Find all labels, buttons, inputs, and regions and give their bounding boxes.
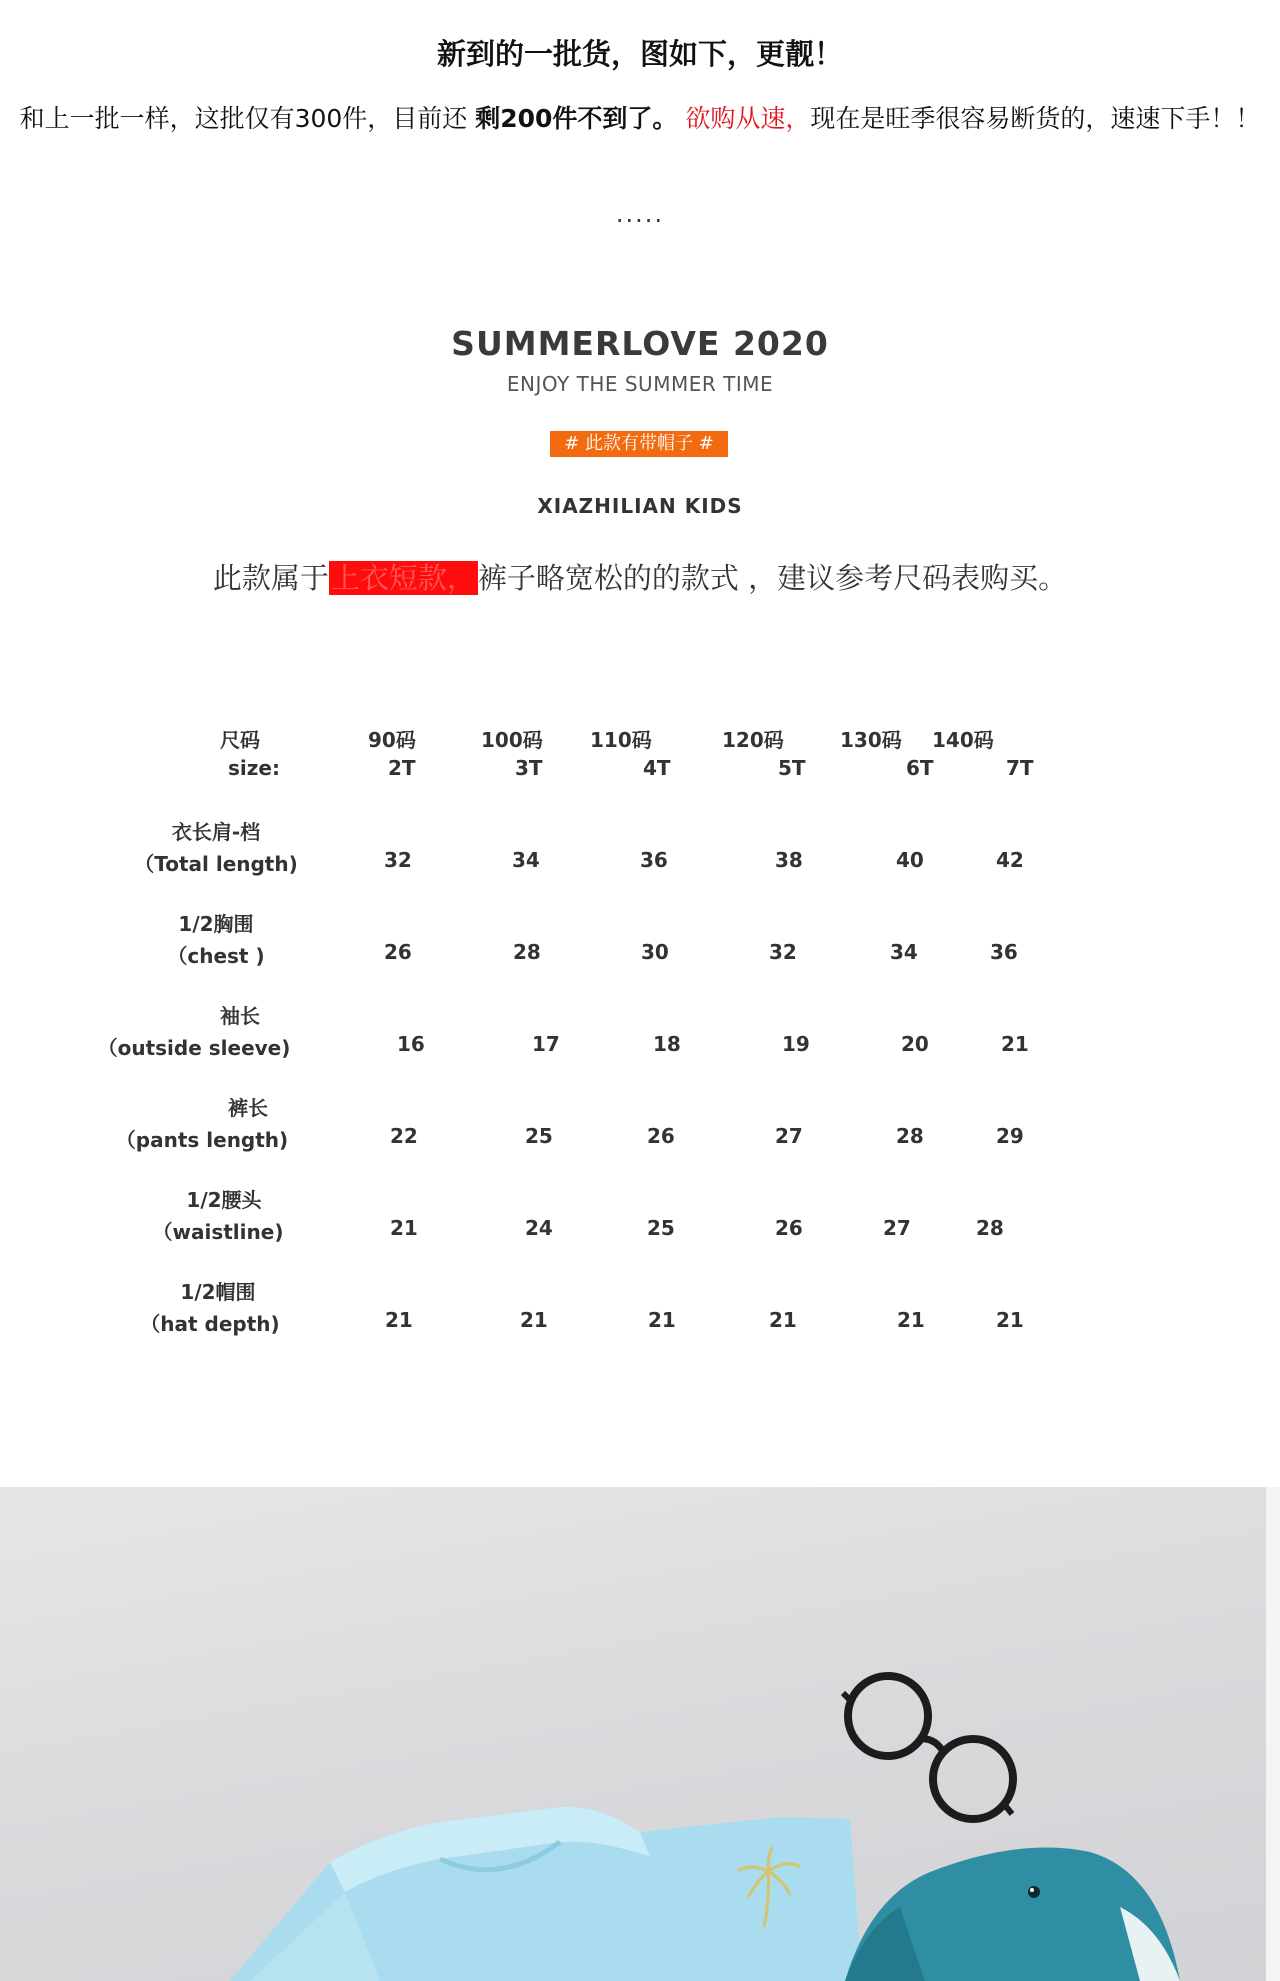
size-age-6t: 6T xyxy=(906,756,934,780)
table-cell: 25 xyxy=(647,1216,675,1240)
row-label-cn: 衣长肩-档 xyxy=(171,820,261,844)
table-cell: 21 xyxy=(385,1308,413,1332)
table-cell: 42 xyxy=(996,848,1024,872)
notice-remaining-stock: 剩200件不到了。 xyxy=(475,104,678,133)
row-label-cn: 袖长 xyxy=(220,1004,260,1028)
row-label-cn: 1/2胸围 xyxy=(178,912,254,936)
shop-name: XIAZHILIAN KIDS xyxy=(537,494,743,518)
size-age-7t: 7T xyxy=(1006,756,1034,780)
table-cell: 28 xyxy=(513,940,541,964)
table-cell: 21 xyxy=(648,1308,676,1332)
table-cell: 18 xyxy=(653,1032,681,1056)
fit-note-highlight: 上衣短款， xyxy=(330,561,476,595)
table-cell: 27 xyxy=(883,1216,911,1240)
photo-edge xyxy=(1266,1487,1280,1981)
table-cell: 36 xyxy=(640,848,668,872)
table-cell: 36 xyxy=(990,940,1018,964)
notice-text: 和上一批一样，这批仅有300件，目前还 xyxy=(19,104,476,133)
row-label-en: （waistline) xyxy=(152,1220,284,1244)
row-label-cn: 1/2腰头 xyxy=(186,1188,262,1212)
table-cell: 19 xyxy=(782,1032,810,1056)
table-cell: 26 xyxy=(775,1216,803,1240)
size-header-en: size: xyxy=(228,756,280,780)
row-label-en: （Total length) xyxy=(134,852,298,876)
table-cell: 32 xyxy=(384,848,412,872)
fit-note-before: 此款属于 xyxy=(212,561,329,595)
table-cell: 38 xyxy=(775,848,803,872)
size-cn-130: 130码 xyxy=(840,728,902,752)
size-header-cn: 尺码 xyxy=(220,728,260,752)
table-cell: 21 xyxy=(897,1308,925,1332)
product-photo-illustration xyxy=(0,1487,1280,1981)
fit-note xyxy=(0,556,1280,597)
table-cell: 30 xyxy=(641,940,669,964)
table-cell: 21 xyxy=(769,1308,797,1332)
brand-title: SUMMERLOVE 2020 xyxy=(451,324,829,363)
size-cn-90: 90码 xyxy=(368,728,416,752)
headline: 新到的一批货，图如下，更靓！ xyxy=(436,37,843,71)
row-label-cn: 裤长 xyxy=(228,1096,268,1120)
table-cell: 32 xyxy=(769,940,797,964)
table-cell: 21 xyxy=(390,1216,418,1240)
table-cell: 26 xyxy=(384,940,412,964)
row-label-en: （pants length) xyxy=(115,1128,289,1152)
ellipsis: ..... xyxy=(615,200,665,228)
swim-shirt-icon xyxy=(230,1807,862,1981)
notice-buy-now: 欲购从速， xyxy=(677,104,811,133)
row-label-en: （hat depth) xyxy=(140,1312,280,1336)
size-age-3t: 3T xyxy=(515,756,543,780)
table-cell: 21 xyxy=(1001,1032,1029,1056)
size-cn-100: 100码 xyxy=(481,728,543,752)
size-cn-110: 110码 xyxy=(590,728,652,752)
table-cell: 25 xyxy=(525,1124,553,1148)
table-cell: 22 xyxy=(390,1124,418,1148)
fit-note-after: 裤子略宽松的的款式 ，建议参考尺码表购买。 xyxy=(477,561,1068,595)
row-label-en: （chest ) xyxy=(167,944,265,968)
table-cell: 29 xyxy=(996,1124,1024,1148)
stock-notice xyxy=(0,102,1280,135)
table-cell: 26 xyxy=(647,1124,675,1148)
size-age-5t: 5T xyxy=(778,756,806,780)
table-cell: 27 xyxy=(775,1124,803,1148)
table-cell: 24 xyxy=(525,1216,553,1240)
row-label-cn: 1/2帽围 xyxy=(180,1280,256,1304)
size-age-2t: 2T xyxy=(388,756,416,780)
glasses-icon xyxy=(843,1676,1013,1819)
table-cell: 21 xyxy=(996,1308,1024,1332)
table-cell: 28 xyxy=(976,1216,1004,1240)
size-cn-140: 140码 xyxy=(932,728,994,752)
hat-included-tag: # 此款有带帽子 # xyxy=(550,431,728,457)
table-cell: 40 xyxy=(896,848,924,872)
table-cell: 17 xyxy=(532,1032,560,1056)
size-age-4t: 4T xyxy=(643,756,671,780)
size-cn-120: 120码 xyxy=(722,728,784,752)
bucket-hat-icon xyxy=(845,1848,1180,1981)
row-label-en: （outside sleeve) xyxy=(97,1036,291,1060)
notice-season: 现在是旺季很容易断货的，速速下手！！ xyxy=(810,104,1261,133)
table-cell: 16 xyxy=(397,1032,425,1056)
brand-subtitle: ENJOY THE SUMMER TIME xyxy=(506,372,774,396)
table-cell: 34 xyxy=(512,848,540,872)
table-cell: 20 xyxy=(901,1032,929,1056)
table-cell: 28 xyxy=(896,1124,924,1148)
product-photo xyxy=(0,1487,1280,1981)
table-cell: 34 xyxy=(890,940,918,964)
table-cell: 21 xyxy=(520,1308,548,1332)
